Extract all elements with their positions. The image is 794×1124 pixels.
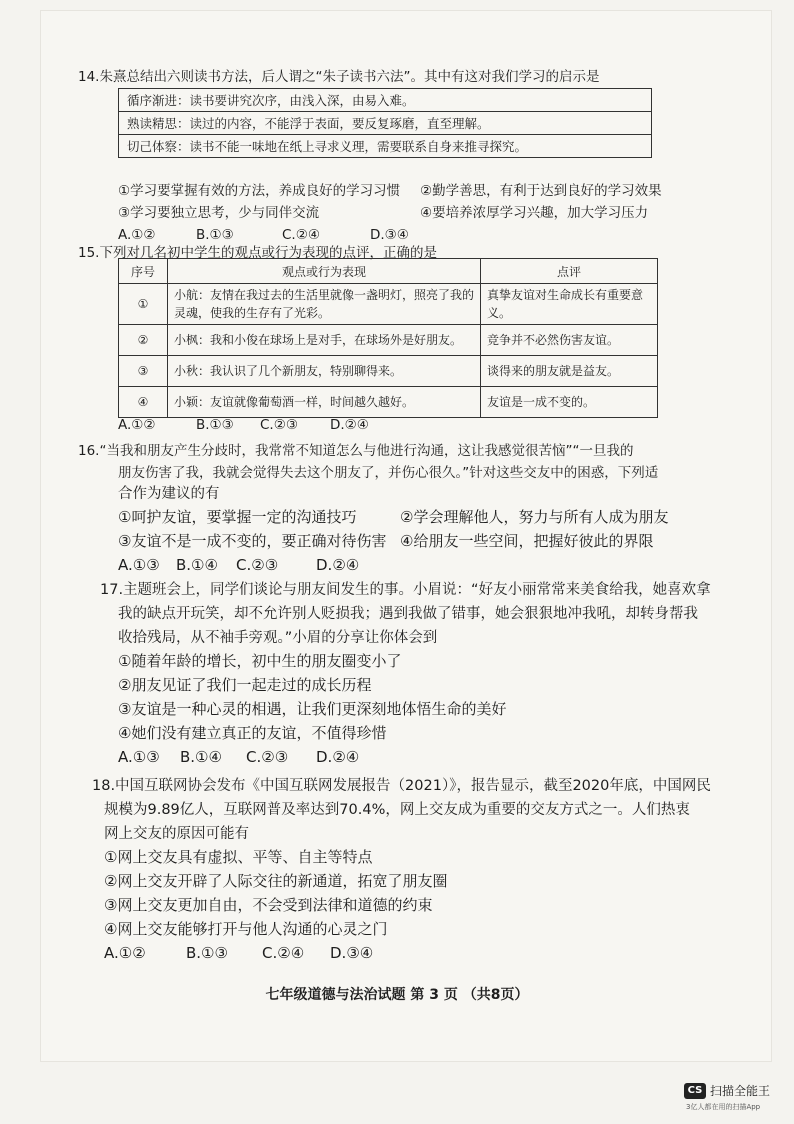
q17-stem-line2: 我的缺点开玩笑，却不允许别人贬损我；遇到我做了错事，她会狠狠地冲我吼，却转身帮我 (118, 606, 698, 622)
q17-option-a: A.①③ (118, 748, 160, 766)
table-row (119, 135, 652, 158)
q18-option-d: D.③④ (330, 944, 374, 962)
q16-option-d: D.②④ (316, 556, 360, 574)
page-footer: 七年级道德与法治试题 第 3 页 （共8页） (265, 987, 529, 1003)
q17-choice-2: ②朋友见证了我们一起走过的成长历程 (118, 676, 372, 694)
q14-choice-1: ①学习要掌握有效的方法，养成良好的学习习惯 (118, 183, 401, 199)
q14-table (118, 88, 652, 158)
scanner-watermark (684, 1082, 770, 1099)
q15-row1-comment: 真挚友谊对生命成长有重要意义。 (481, 284, 658, 325)
q15-row3-view: 小秋：我认识了几个新朋友，特别聊得来。 (168, 356, 481, 387)
q15-row2-comment: 竞争并不必然伤害友谊。 (481, 325, 658, 356)
q14-option-d: D.③④ (370, 227, 409, 243)
q15-row4-comment: 友谊是一成不变的。 (481, 387, 658, 418)
q16-choice-2: ②学会理解他人，努力与所有人成为朋友 (400, 508, 669, 526)
q14-stem: 14.朱熹总结出六则读书方法，后人谓之“朱子读书六法”。其中有这对我们学习的启示是 (78, 69, 600, 85)
q15-row3-comment: 谈得来的朋友就是益友。 (481, 356, 658, 387)
q18-stem-line3: 网上交友的原因可能有 (104, 826, 249, 842)
q14-option-c: C.②④ (282, 227, 320, 243)
q18-option-b: B.①③ (186, 944, 228, 962)
q15-option-c: C.②③ (260, 417, 298, 433)
q18-choice-2: ②网上交友开辟了人际交往的新通道，拓宽了朋友圈 (104, 872, 448, 890)
q15-option-a: A.①② (118, 417, 156, 433)
q18-stem-line1: 18.中国互联网协会发布《中国互联网发展报告（2021）》，报告显示，截至2020年底，中国网民 (92, 778, 711, 794)
q15-row1-view: 小航：友情在我过去的生活里就像一盏明灯，照亮了我的灵魂，使我的生存有了光彩。 (168, 284, 481, 325)
q17-stem-line1: 17.主题班会上，同学们谈论与朋友间发生的事。小眉说：“好友小丽常常来美食给我，她喜欢拿 (100, 582, 711, 598)
table-row (119, 284, 658, 325)
q18-stem-line2: 规模为9.89亿人，互联网普及率达到70.4%，网上交友成为重要的交友方式之一。人们热衷 (104, 802, 690, 818)
q15-table (118, 258, 658, 418)
q17-option-d: D.②④ (316, 748, 360, 766)
q17-choice-1: ①随着年龄的增长，初中生的朋友圈变小了 (118, 652, 402, 670)
q16-choice-3: ③友谊不是一成不变的，要正确对待伤害 (118, 532, 387, 550)
table-row (119, 89, 652, 112)
table-row (119, 325, 658, 356)
camscanner-name: 扫描全能王 (710, 1084, 771, 1098)
q17-choice-3: ③友谊是一种心灵的相遇，让我们更深刻地体悟生命的美好 (118, 700, 507, 718)
q15-header-view: 观点或行为表现 (168, 259, 481, 284)
q18-option-c: C.②④ (262, 944, 305, 962)
camscanner-tagline: 3亿人都在用的扫描App (686, 1103, 761, 1111)
q15-header-comment: 点评 (481, 259, 658, 284)
table-row (119, 112, 652, 135)
q16-option-c: C.②③ (236, 556, 279, 574)
q14-choice-4: ④要培养浓厚学习兴趣，加大学习压力 (420, 205, 649, 221)
q17-choice-4: ④她们没有建立真正的友谊，不值得珍惜 (118, 724, 387, 742)
table-header-row (119, 259, 658, 284)
q17-option-b: B.①④ (180, 748, 222, 766)
q16-choice-1: ①呵护友谊，要掌握一定的沟通技巧 (118, 508, 357, 526)
q18-option-a: A.①② (104, 944, 146, 962)
q15-stem: 15.下列对几名初中学生的观点或行为表现的点评，正确的是 (78, 245, 437, 261)
q17-option-c: C.②③ (246, 748, 289, 766)
q15-row1-no: ① (119, 284, 168, 325)
q18-choice-4: ④网上交友能够打开与他人沟通的心灵之门 (104, 920, 388, 938)
q16-option-b: B.①④ (176, 556, 218, 574)
q15-option-b: B.①③ (196, 417, 234, 433)
q15-row4-no: ④ (119, 387, 168, 418)
q16-option-a: A.①③ (118, 556, 160, 574)
q16-choice-4: ④给朋友一些空间，把握好彼此的界限 (400, 532, 654, 550)
q18-choice-1: ①网上交友具有虚拟、平等、自主等特点 (104, 848, 373, 866)
q15-row3-no: ③ (119, 356, 168, 387)
q14-row-3: 切己体察：读书不能一味地在纸上寻求义理，需要联系自身来推寻探究。 (119, 135, 652, 158)
table-row (119, 356, 658, 387)
table-row (119, 387, 658, 418)
q18-choice-3: ③网上交友更加自由，不会受到法律和道德的约束 (104, 896, 433, 914)
q14-row-2: 熟读精思：读过的内容，不能浮于表面，要反复琢磨，直至理解。 (119, 112, 652, 135)
q17-stem-line3: 收拾残局，从不袖手旁观。”小眉的分享让你体会到 (118, 630, 438, 646)
q14-choice-3: ③学习要独立思考，少与同伴交流 (118, 205, 320, 221)
q14-choice-2: ②勤学善思，有利于达到良好的学习效果 (420, 183, 662, 199)
q15-row2-no: ② (119, 325, 168, 356)
q15-row2-view: 小枫：我和小俊在球场上是对手，在球场外是好朋友。 (168, 325, 481, 356)
q14-row-1: 循序渐进：读书要讲究次序，由浅入深，由易入难。 (119, 89, 652, 112)
q16-stem-line1: 16.“当我和朋友产生分歧时，我常常不知道怎么与他进行沟通，这让我感觉很苦恼”“一旦我的 (78, 443, 634, 459)
camscanner-logo-icon: CS (684, 1083, 706, 1099)
q15-option-d: D.②④ (330, 417, 369, 433)
q14-option-a: A.①② (118, 227, 156, 243)
q16-stem-line3: 合作为建议的有 (118, 486, 220, 502)
q15-header-no: 序号 (119, 259, 168, 284)
q16-stem-line2: 朋友伤害了我，我就会觉得失去这个朋友了，并伤心很久。”针对这些交友中的困惑，下列适 (118, 465, 659, 481)
q14-option-b: B.①③ (196, 227, 234, 243)
q15-row4-view: 小颖：友谊就像葡萄酒一样，时间越久越好。 (168, 387, 481, 418)
